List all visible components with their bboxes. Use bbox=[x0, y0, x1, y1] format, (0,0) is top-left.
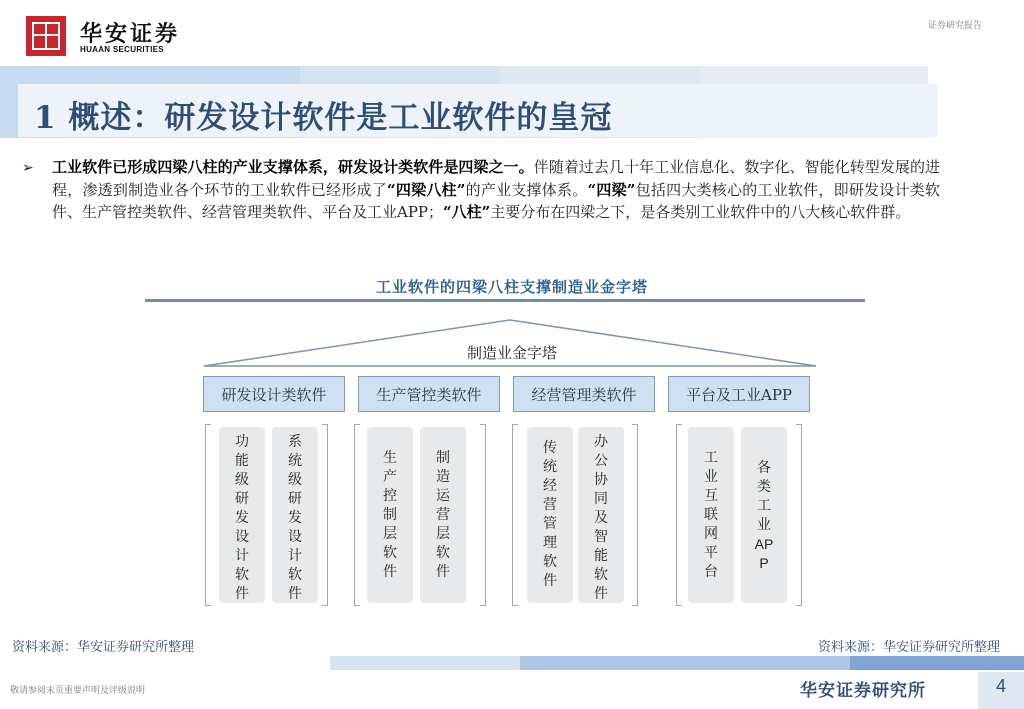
pillar-functional-design: 功 能 级 研 发 设 计 软 件 bbox=[219, 427, 265, 603]
pillar-production-control-layer: 生 产 控 制 层 软 件 bbox=[367, 427, 413, 603]
pillar-industrial-apps: 各 类 工 业 AP P bbox=[741, 427, 787, 603]
em-siliang: “四梁” bbox=[587, 180, 636, 199]
em-bazhu: “八柱” bbox=[443, 203, 491, 221]
pillar-industrial-internet-platform: 工 业 互 联 网 平 台 bbox=[688, 427, 734, 603]
lead-sentence: 工业软件已形成四梁八柱的产业支撑体系，研发设计类软件是四梁之一。 bbox=[52, 158, 534, 176]
group-bracket-right-1 bbox=[322, 424, 328, 606]
beam-business-management: 经营管理类软件 bbox=[513, 376, 655, 412]
logo-text-en: HUAAN SECURITIES bbox=[80, 45, 164, 54]
group-bracket-right-3 bbox=[632, 424, 638, 606]
intro-paragraph bbox=[52, 156, 940, 224]
group-bracket-right-2 bbox=[480, 424, 486, 606]
pillar-system-design: 系 统 级 研 发 设 计 软 件 bbox=[272, 427, 318, 603]
huaan-logo-icon bbox=[26, 16, 66, 56]
pillar-traditional-management: 传 统 经 营 管 理 软 件 bbox=[527, 427, 573, 603]
group-bracket-left-4 bbox=[676, 424, 682, 606]
report-type-label: 证券研究报告 bbox=[928, 21, 983, 31]
footer-band bbox=[330, 656, 1024, 670]
pillar-office-collaboration: 办 公 协 同 及 智 能 软 件 bbox=[578, 427, 624, 603]
bullet-arrow-icon: ➢ bbox=[22, 160, 34, 176]
group-bracket-left-3 bbox=[512, 424, 518, 606]
group-bracket-left-2 bbox=[354, 424, 360, 606]
source-note-right: 资料来源：华安证券研究所整理 bbox=[818, 640, 1001, 655]
figure-title: 工业软件的四梁八柱支撑制造业金字塔 bbox=[375, 278, 648, 296]
para-text-2: 的产业支撑体系。 bbox=[465, 180, 588, 199]
roof-label: 制造业金字塔 bbox=[466, 344, 557, 362]
para-text-4: 主要分布在四梁之下，是各类别工业软件中的八大核心软件群。 bbox=[490, 203, 911, 221]
pillar-manufacturing-operations-layer: 制 造 运 营 层 软 件 bbox=[420, 427, 466, 603]
source-note-left: 资料来源：华安证券研究所整理 bbox=[12, 640, 195, 655]
logo-text-cn: 华安证券 bbox=[80, 21, 181, 47]
beam-rnd-design: 研发设计类软件 bbox=[203, 376, 345, 412]
footer-institute: 华安证券研究所 bbox=[800, 681, 926, 701]
beam-platform-app: 平台及工业APP bbox=[668, 376, 810, 412]
para-text-1: 伴随着过去几十年工业信息化、数字化、智能化转型发展的进程，渗透到制造业各个环节的工业软件已经形成了 bbox=[52, 158, 940, 199]
page-title: 1 概述：研发设计软件是工业软件的皇冠 bbox=[34, 100, 613, 136]
figure-title-rule bbox=[145, 299, 865, 302]
beam-production-control: 生产管控类软件 bbox=[358, 376, 500, 412]
page-number: 4 bbox=[995, 676, 1006, 696]
group-bracket-right-4 bbox=[796, 424, 802, 606]
em-sili-bazhu: “四梁八柱” bbox=[387, 180, 466, 199]
disclaimer: 敬请参阅末页重要声明及评级说明 bbox=[10, 686, 146, 696]
para-text-3: 包括四大类核心的工业软件，即研发设计类软件、生产管控类软件、经营管理类软件、平台及工业APP； bbox=[52, 180, 940, 221]
group-bracket-left-1 bbox=[205, 424, 211, 606]
